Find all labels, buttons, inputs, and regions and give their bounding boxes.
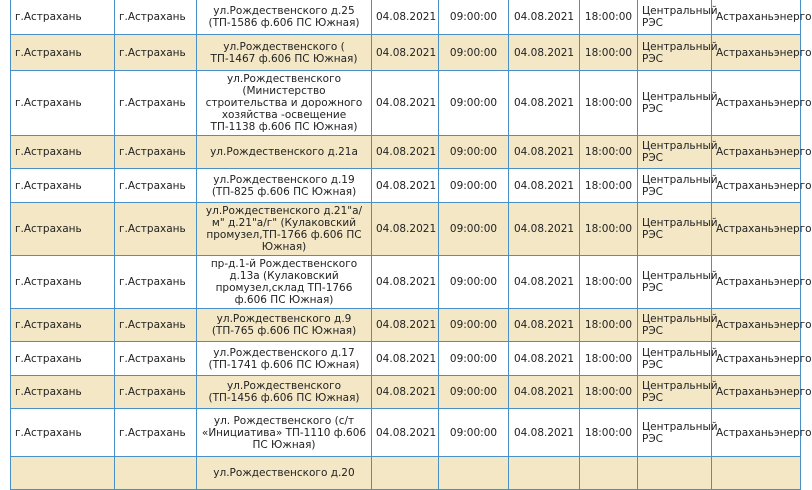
city-cell: г.Астрахань xyxy=(11,136,115,169)
end-date-cell: 04.08.2021 xyxy=(509,376,580,409)
address-cell: ул.Рождественского д.25 (ТП-1586 ф.606 ПС Южная) xyxy=(197,0,372,35)
address-cell: ул.Рождественского ( ТП-1467 ф.606 ПС Южная) xyxy=(197,35,372,71)
start-time-cell: 09:00:00 xyxy=(439,0,509,35)
organization-cell: Астраханьэнерго xyxy=(712,256,801,309)
start-date-cell: 04.08.2021 xyxy=(372,409,439,457)
end-date-cell: 04.08.2021 xyxy=(509,309,580,342)
end-date-cell: 04.08.2021 xyxy=(509,203,580,256)
res-cell: Центральный РЭС xyxy=(638,309,712,342)
res-cell: Центральный РЭС xyxy=(638,203,712,256)
address-cell: ул.Рождественского (Министерство строительства и дорожного хозяйства -освещение ТП-1138 ф.606 ПС Южная) xyxy=(197,71,372,136)
city-cell: г.Астрахань xyxy=(11,376,115,409)
table-row xyxy=(11,309,801,342)
table-row xyxy=(11,256,801,309)
end-date-cell: 04.08.2021 xyxy=(509,71,580,136)
organization-cell: Астраханьэнерго xyxy=(712,136,801,169)
res-cell: Центральный РЭС xyxy=(638,376,712,409)
end-time-cell: 18:00:00 xyxy=(580,409,638,457)
table-row xyxy=(11,169,801,203)
start-date-cell: 04.08.2021 xyxy=(372,342,439,376)
table-row xyxy=(11,203,801,256)
end-date-cell: 04.08.2021 xyxy=(509,35,580,71)
res-cell: Центральный РЭС xyxy=(638,136,712,169)
start-date-cell: 04.08.2021 xyxy=(372,169,439,203)
end-date-cell: 04.08.2021 xyxy=(509,169,580,203)
start-time-cell xyxy=(439,457,509,490)
organization-cell: Астраханьэнерго xyxy=(712,203,801,256)
start-time-cell: 09:00:00 xyxy=(439,136,509,169)
city-cell: г.Астрахань xyxy=(11,256,115,309)
city-cell: г.Астрахань xyxy=(11,342,115,376)
start-time-cell: 09:00:00 xyxy=(439,203,509,256)
end-time-cell: 18:00:00 xyxy=(580,35,638,71)
city-cell: г.Астрахань xyxy=(11,0,115,35)
start-time-cell: 09:00:00 xyxy=(439,376,509,409)
district-cell: г.Астрахань xyxy=(115,256,197,309)
end-time-cell xyxy=(580,457,638,490)
start-date-cell: 04.08.2021 xyxy=(372,376,439,409)
organization-cell: Астраханьэнерго xyxy=(712,409,801,457)
organization-cell: Астраханьэнерго xyxy=(712,71,801,136)
end-time-cell: 18:00:00 xyxy=(580,203,638,256)
end-time-cell: 18:00:00 xyxy=(580,0,638,35)
end-time-cell: 18:00:00 xyxy=(580,342,638,376)
city-cell: г.Астрахань xyxy=(11,35,115,71)
start-time-cell: 09:00:00 xyxy=(439,169,509,203)
end-date-cell: 04.08.2021 xyxy=(509,342,580,376)
city-cell xyxy=(11,457,115,490)
district-cell: г.Астрахань xyxy=(115,342,197,376)
start-date-cell xyxy=(372,457,439,490)
outage-table xyxy=(10,0,812,490)
table-row xyxy=(11,35,801,71)
city-cell: г.Астрахань xyxy=(11,169,115,203)
end-time-cell: 18:00:00 xyxy=(580,309,638,342)
start-date-cell: 04.08.2021 xyxy=(372,203,439,256)
end-time-cell: 18:00:00 xyxy=(580,71,638,136)
table-row xyxy=(11,0,801,35)
organization-cell: Астраханьэнерго xyxy=(712,376,801,409)
end-date-cell: 04.08.2021 xyxy=(509,0,580,35)
res-cell: Центральный РЭС xyxy=(638,71,712,136)
city-cell: г.Астрахань xyxy=(11,203,115,256)
address-cell: пр-д.1-й Рождественского д.13а (Кулаковский промузел,склад ТП-1766 ф.606 ПС Южная) xyxy=(197,256,372,309)
end-time-cell: 18:00:00 xyxy=(580,136,638,169)
district-cell: г.Астрахань xyxy=(115,0,197,35)
district-cell: г.Астрахань xyxy=(115,35,197,71)
address-cell: ул.Рождественского д.19 (ТП-825 ф.606 ПС Южная) xyxy=(197,169,372,203)
district-cell: г.Астрахань xyxy=(115,169,197,203)
district-cell: г.Астрахань xyxy=(115,71,197,136)
start-time-cell: 09:00:00 xyxy=(439,309,509,342)
organization-cell: Астраханьэнерго xyxy=(712,342,801,376)
res-cell: Центральный РЭС xyxy=(638,169,712,203)
start-date-cell: 04.08.2021 xyxy=(372,35,439,71)
address-cell: ул.Рождественского д.17 (ТП-1741 ф.606 ПС Южная) xyxy=(197,342,372,376)
organization-cell: Астраханьэнерго xyxy=(712,309,801,342)
start-date-cell: 04.08.2021 xyxy=(372,136,439,169)
end-date-cell: 04.08.2021 xyxy=(509,136,580,169)
address-cell: ул. Рождественского (с/т «Инициатива» ТП-1110 ф.606 ПС Южная) xyxy=(197,409,372,457)
end-time-cell: 18:00:00 xyxy=(580,256,638,309)
organization-cell: Астраханьэнерго xyxy=(712,35,801,71)
start-date-cell: 04.08.2021 xyxy=(372,71,439,136)
district-cell: г.Астрахань xyxy=(115,376,197,409)
res-cell: Центральный РЭС xyxy=(638,0,712,35)
table-row xyxy=(11,376,801,409)
district-cell: г.Астрахань xyxy=(115,409,197,457)
address-cell: ул.Рождественского д.9 (ТП-765 ф.606 ПС Южная) xyxy=(197,309,372,342)
address-cell: ул.Рождественского д.21а xyxy=(197,136,372,169)
district-cell xyxy=(115,457,197,490)
address-cell: ул.Рождественского д.21"а/м" д.21"а/г" (Кулаковский промузел,ТП-1766 ф.606 ПС Южная) xyxy=(197,203,372,256)
district-cell: г.Астрахань xyxy=(115,136,197,169)
district-cell: г.Астрахань xyxy=(115,309,197,342)
res-cell xyxy=(638,457,712,490)
organization-cell: Астраханьэнерго xyxy=(712,169,801,203)
table-row xyxy=(11,342,801,376)
start-date-cell: 04.08.2021 xyxy=(372,0,439,35)
table-row xyxy=(11,457,801,490)
start-time-cell: 09:00:00 xyxy=(439,256,509,309)
address-cell: ул.Рождественского д.20 xyxy=(197,457,372,490)
res-cell: Центральный РЭС xyxy=(638,35,712,71)
table-body xyxy=(11,0,812,490)
start-time-cell: 09:00:00 xyxy=(439,409,509,457)
address-cell: ул.Рождественского (ТП-1456 ф.606 ПС Южная) xyxy=(197,376,372,409)
end-date-cell xyxy=(509,457,580,490)
res-cell: Центральный РЭС xyxy=(638,256,712,309)
start-time-cell: 09:00:00 xyxy=(439,71,509,136)
end-time-cell: 18:00:00 xyxy=(580,169,638,203)
table-row xyxy=(11,71,801,136)
start-time-cell: 09:00:00 xyxy=(439,35,509,71)
city-cell: г.Астрахань xyxy=(11,409,115,457)
start-date-cell: 04.08.2021 xyxy=(372,309,439,342)
district-cell: г.Астрахань xyxy=(115,203,197,256)
end-date-cell: 04.08.2021 xyxy=(509,409,580,457)
table-row xyxy=(11,136,801,169)
organization-cell: Астраханьэнерго xyxy=(712,0,801,35)
organization-cell xyxy=(712,457,801,490)
start-time-cell: 09:00:00 xyxy=(439,342,509,376)
res-cell: Центральный РЭС xyxy=(638,409,712,457)
end-time-cell: 18:00:00 xyxy=(580,376,638,409)
city-cell: г.Астрахань xyxy=(11,309,115,342)
end-date-cell: 04.08.2021 xyxy=(509,256,580,309)
res-cell: Центральный РЭС xyxy=(638,342,712,376)
city-cell: г.Астрахань xyxy=(11,71,115,136)
start-date-cell: 04.08.2021 xyxy=(372,256,439,309)
table-row xyxy=(11,409,801,457)
